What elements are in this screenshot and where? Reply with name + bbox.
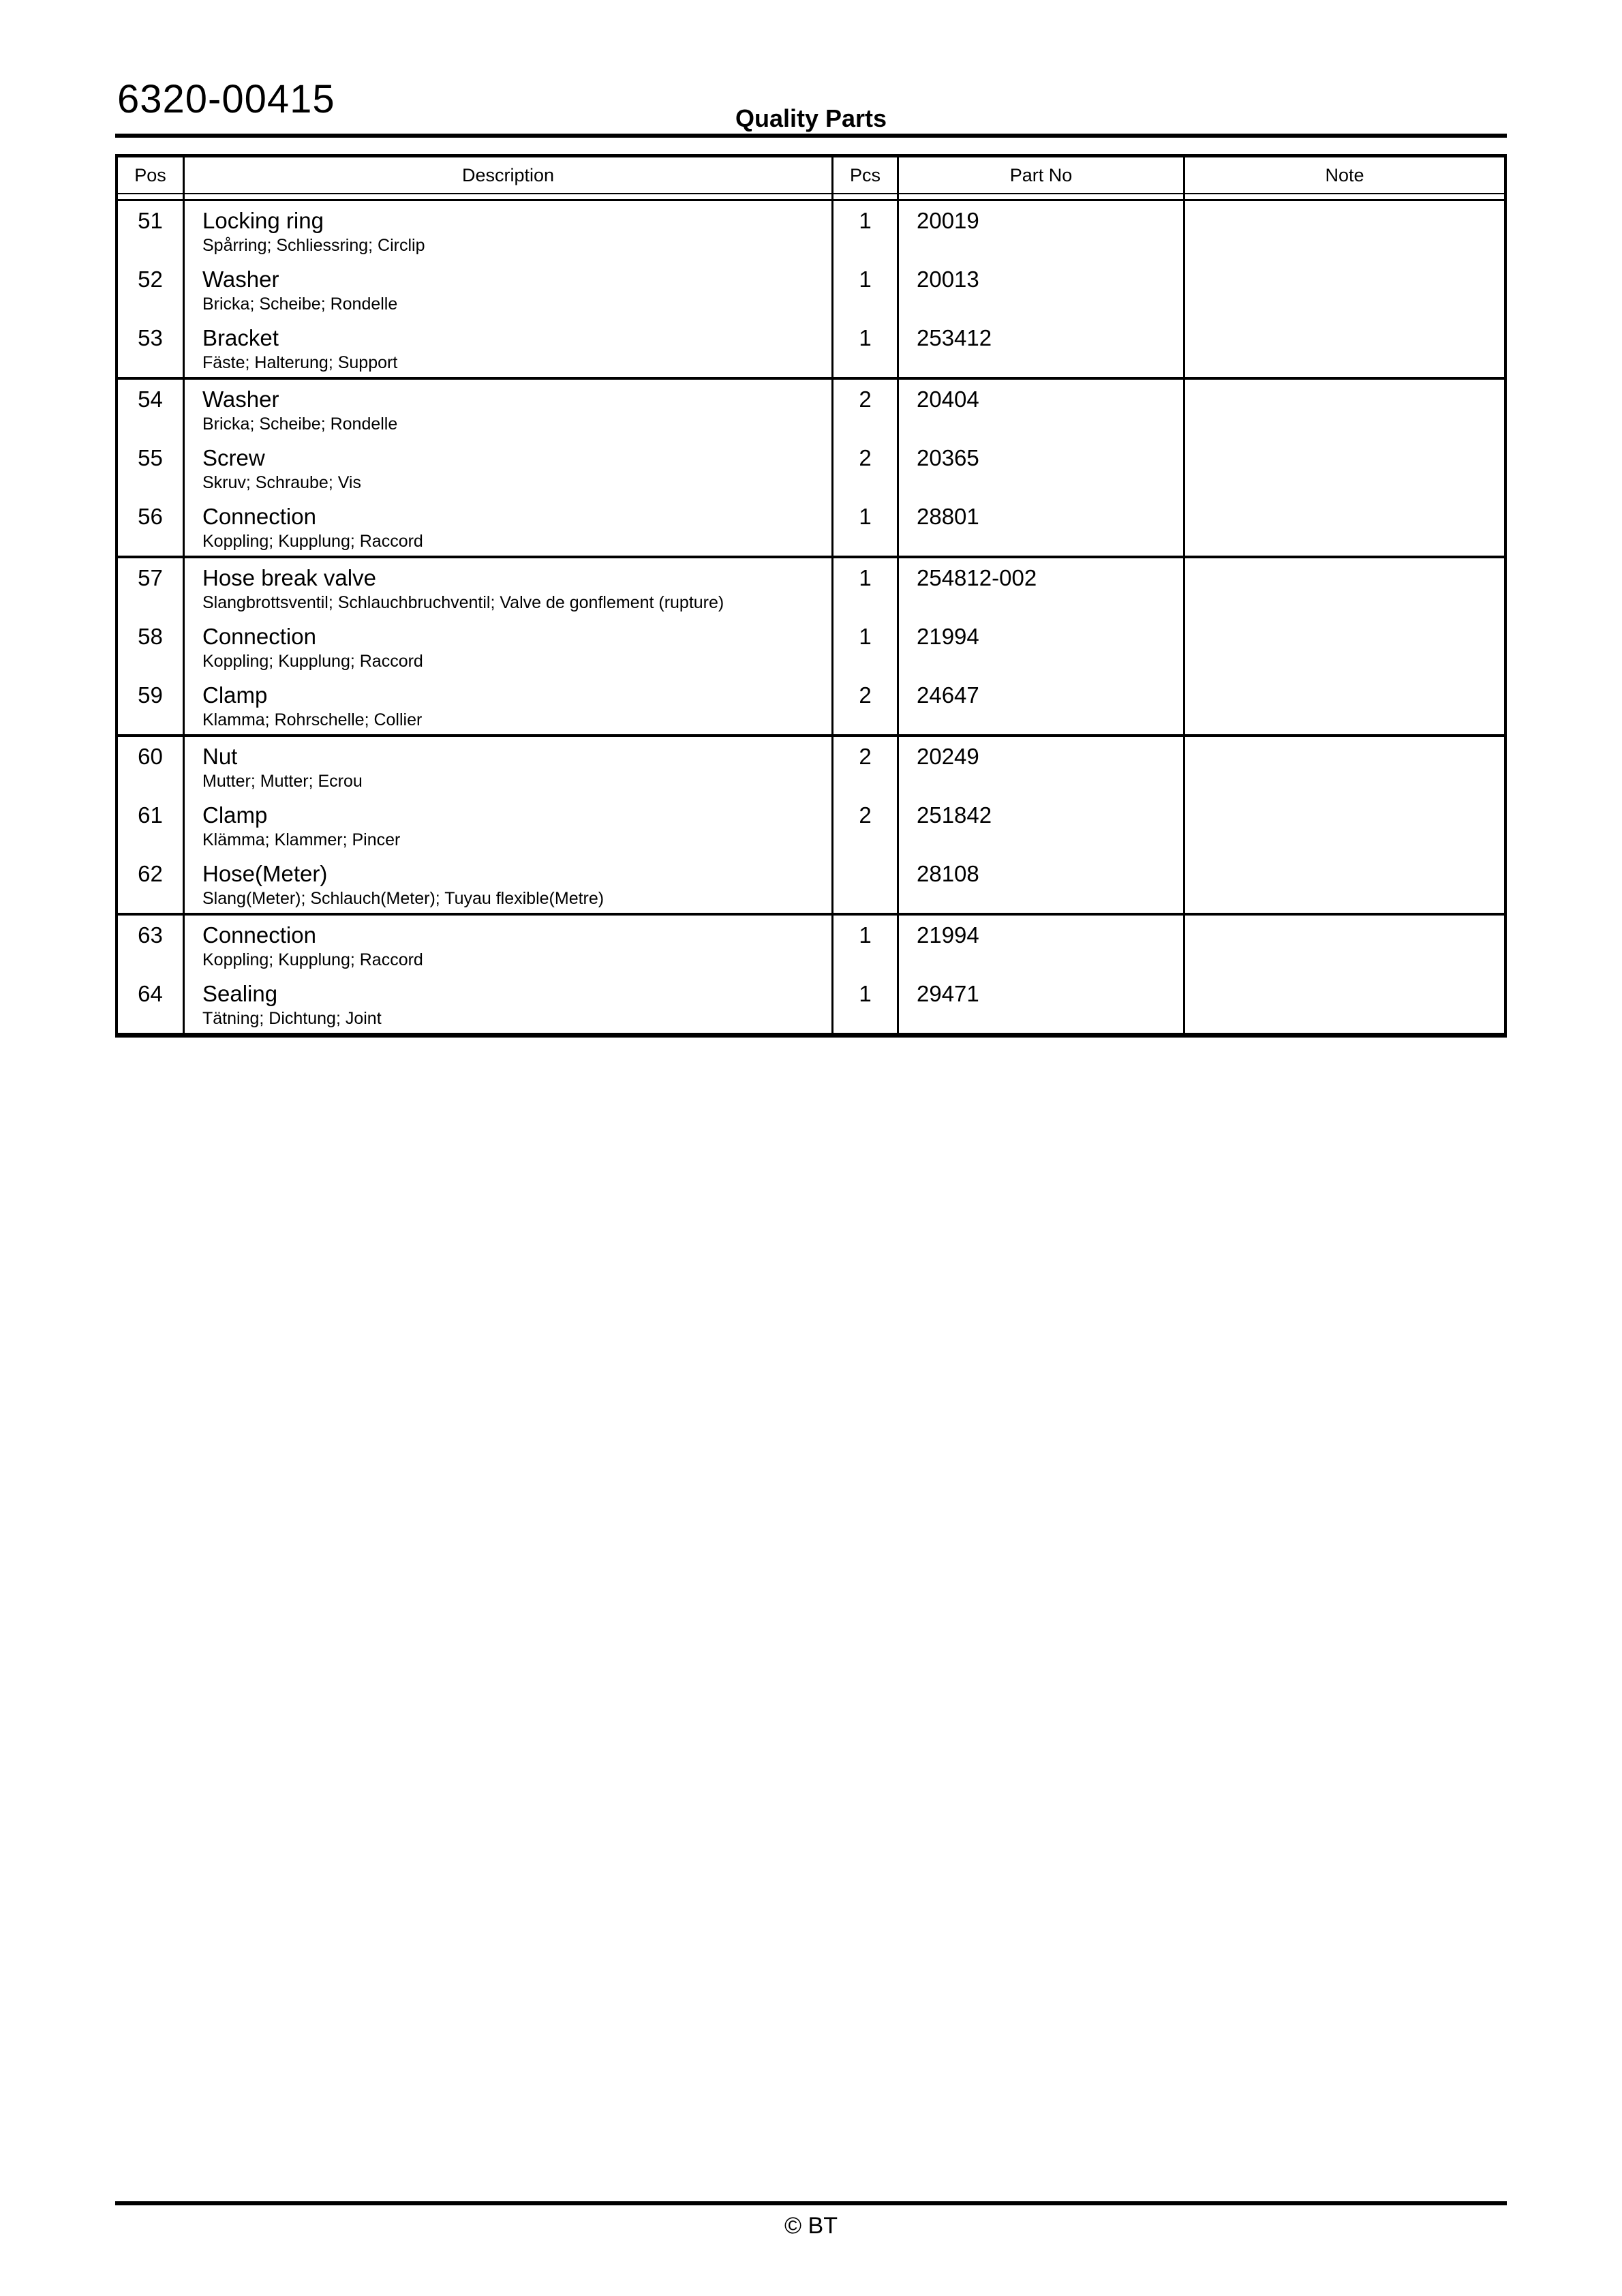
cell-note — [1185, 617, 1504, 676]
description-main: Connection — [202, 504, 316, 529]
description-main: Hose(Meter) — [202, 861, 328, 886]
table-header-row — [118, 157, 1504, 193]
cell-partno: 20013 — [899, 260, 1185, 318]
description-translations: Slang(Meter); Schlauch(Meter); Tuyau flexible(Metre) — [202, 889, 605, 908]
header-double-rule — [118, 193, 1504, 201]
table-row — [118, 796, 1504, 854]
description-translations: Bricka; Scheibe; Rondelle — [202, 414, 398, 434]
description-translations: Koppling; Kupplung; Raccord — [202, 950, 423, 969]
header-rule — [115, 134, 1507, 138]
cell-pcs: 2 — [833, 796, 899, 854]
cell-pcs: 1 — [833, 260, 899, 318]
table-row — [118, 974, 1504, 1033]
cell-pos: 61 — [118, 796, 185, 854]
row-group — [118, 377, 1504, 556]
cell-partno: 21994 — [899, 916, 1185, 974]
description-main: Nut — [202, 744, 238, 769]
cell-note — [1185, 318, 1504, 377]
description-main: Washer — [202, 267, 279, 292]
cell-pos: 55 — [118, 438, 185, 497]
description-translations: Bricka; Scheibe; Rondelle — [202, 294, 398, 314]
description-translations: Slangbrottsventil; Schlauchbruchventil; Valve de gonflement (rupture) — [202, 593, 724, 612]
description-translations: Skruv; Schraube; Vis — [202, 473, 361, 492]
description-main: Clamp — [202, 802, 268, 828]
cell-description — [185, 318, 833, 377]
cell-pcs: 1 — [833, 497, 899, 556]
table-row — [118, 260, 1504, 318]
cell-pos: 63 — [118, 916, 185, 974]
footer-rule — [115, 2201, 1507, 2205]
header-gap-segment — [833, 194, 899, 199]
description-main: Bracket — [202, 325, 279, 350]
cell-note — [1185, 201, 1504, 260]
column-header-partno: Part No — [899, 157, 1185, 193]
description-main: Locking ring — [202, 208, 324, 233]
description-main: Washer — [202, 387, 279, 412]
table-row — [118, 737, 1504, 796]
cell-note — [1185, 438, 1504, 497]
cell-note — [1185, 737, 1504, 796]
cell-pcs: 2 — [833, 737, 899, 796]
row-group — [118, 556, 1504, 734]
cell-note — [1185, 380, 1504, 438]
column-header-pos: Pos — [118, 157, 185, 193]
cell-pcs — [833, 854, 899, 913]
cell-description — [185, 380, 833, 438]
header-gap-segment — [1185, 194, 1504, 199]
cell-partno: 253412 — [899, 318, 1185, 377]
description-translations: Koppling; Kupplung; Raccord — [202, 532, 423, 551]
row-group — [118, 913, 1504, 1033]
cell-note — [1185, 854, 1504, 913]
cell-pcs: 1 — [833, 558, 899, 617]
cell-partno: 28801 — [899, 497, 1185, 556]
cell-pcs: 1 — [833, 916, 899, 974]
column-header-note: Note — [1325, 165, 1364, 185]
table-row — [118, 497, 1504, 556]
cell-description — [185, 260, 833, 318]
cell-pos: 58 — [118, 617, 185, 676]
row-group — [118, 201, 1504, 377]
description-translations: Tätning; Dichtung; Joint — [202, 1009, 382, 1028]
cell-partno: 28108 — [899, 854, 1185, 913]
table-row — [118, 676, 1504, 734]
table-row — [118, 558, 1504, 617]
document-number: 6320-00415 — [117, 77, 335, 121]
description-main: Hose break valve — [202, 565, 376, 590]
cell-pcs: 1 — [833, 201, 899, 260]
row-group — [118, 734, 1504, 913]
cell-note — [1185, 558, 1504, 617]
column-header-pcs: Pcs — [833, 157, 899, 193]
cell-description — [185, 497, 833, 556]
cell-description — [185, 676, 833, 734]
cell-pos: 52 — [118, 260, 185, 318]
table-row — [118, 201, 1504, 260]
description-translations: Spårring; Schliessring; Circlip — [202, 236, 425, 255]
description-main: Sealing — [202, 981, 278, 1006]
cell-partno: 24647 — [899, 676, 1185, 734]
cell-description — [185, 974, 833, 1033]
cell-note — [1185, 676, 1504, 734]
cell-partno: 21994 — [899, 617, 1185, 676]
cell-partno: 20365 — [899, 438, 1185, 497]
cell-description — [185, 201, 833, 260]
header-gap-segment — [185, 194, 833, 199]
table-row — [118, 617, 1504, 676]
header-gap-segment — [118, 194, 185, 199]
cell-pos: 64 — [118, 974, 185, 1033]
cell-pcs: 1 — [833, 318, 899, 377]
cell-description — [185, 916, 833, 974]
table-body — [118, 201, 1504, 1033]
description-main: Screw — [202, 445, 265, 470]
cell-partno: 254812-002 — [899, 558, 1185, 617]
description-translations: Klamma; Rohrschelle; Collier — [202, 710, 423, 729]
cell-pos: 60 — [118, 737, 185, 796]
cell-description — [185, 438, 833, 497]
cell-pos: 62 — [118, 854, 185, 913]
cell-pos: 57 — [118, 558, 185, 617]
description-translations: Mutter; Mutter; Ecrou — [202, 772, 363, 791]
cell-pos: 56 — [118, 497, 185, 556]
cell-description — [185, 558, 833, 617]
parts-table — [115, 154, 1507, 1038]
description-main: Clamp — [202, 682, 268, 708]
cell-description — [185, 796, 833, 854]
table-row — [118, 318, 1504, 377]
description-main: Connection — [202, 922, 316, 948]
cell-description — [185, 737, 833, 796]
cell-partno: 20404 — [899, 380, 1185, 438]
cell-note — [1185, 497, 1504, 556]
table-row — [118, 854, 1504, 913]
cell-pcs: 2 — [833, 438, 899, 497]
table-row — [118, 438, 1504, 497]
cell-note — [1185, 916, 1504, 974]
cell-pos: 51 — [118, 201, 185, 260]
cell-pos: 59 — [118, 676, 185, 734]
header-gap-segment — [899, 194, 1185, 199]
page-title: Quality Parts — [735, 104, 887, 132]
cell-pcs: 2 — [833, 380, 899, 438]
cell-note — [1185, 260, 1504, 318]
cell-description — [185, 854, 833, 913]
cell-pcs: 1 — [833, 617, 899, 676]
column-header-description: Description — [185, 157, 833, 193]
cell-note — [1185, 974, 1504, 1033]
cell-note — [1185, 796, 1504, 854]
description-translations: Klämma; Klammer; Pincer — [202, 830, 401, 849]
table-row — [118, 916, 1504, 974]
cell-partno: 29471 — [899, 974, 1185, 1033]
cell-pos: 53 — [118, 318, 185, 377]
cell-description — [185, 617, 833, 676]
cell-partno: 251842 — [899, 796, 1185, 854]
cell-pcs: 2 — [833, 676, 899, 734]
description-translations: Koppling; Kupplung; Raccord — [202, 652, 423, 671]
description-translations: Fäste; Halterung; Support — [202, 353, 398, 372]
description-main: Connection — [202, 624, 316, 649]
cell-partno: 20019 — [899, 201, 1185, 260]
cell-pcs: 1 — [833, 974, 899, 1033]
cell-partno: 20249 — [899, 737, 1185, 796]
table-row — [118, 380, 1504, 438]
copyright: © BT — [784, 2213, 838, 2239]
cell-pos: 54 — [118, 380, 185, 438]
